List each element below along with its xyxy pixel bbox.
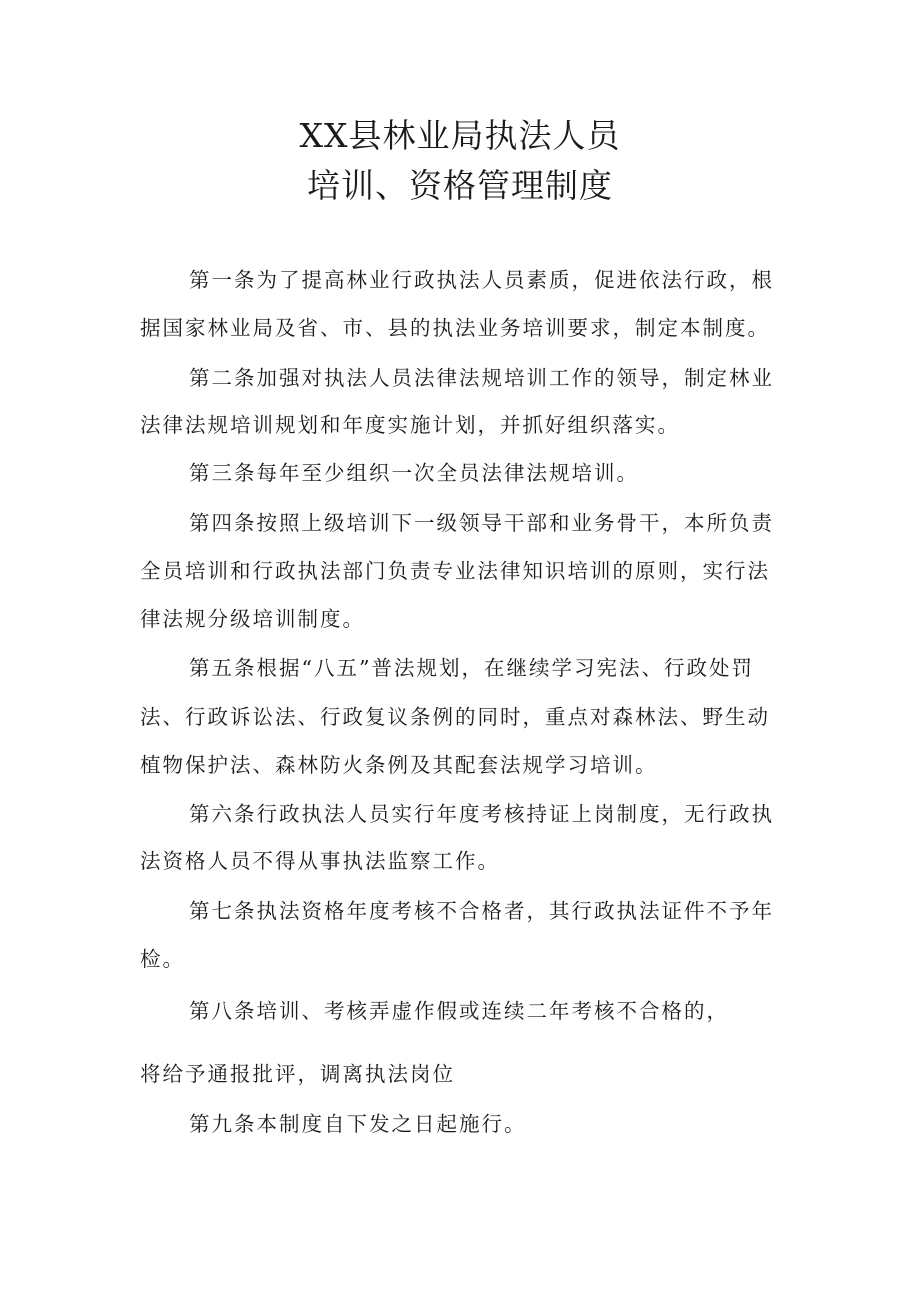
- article-2-line-1: 第二条加强对执法人员法律法规培训工作的领导，制定林业: [189, 366, 774, 390]
- article-5-line-3: 植物保护法、森林防火条例及其配套法规学习培训。: [140, 753, 658, 777]
- document-title-line-1: XX县林业局执法人员: [299, 116, 621, 155]
- article-5-line-2: 法、行政诉讼法、行政复议条例的同时，重点对森林法、野生动: [140, 705, 770, 729]
- document-title-line-2: 培训、资格管理制度: [307, 166, 613, 205]
- article-1-line-2: 据国家林业局及省、市、县的执法业务培训要求，制定本制度。: [140, 316, 770, 340]
- article-4-line-3: 律法规分级培训制度。: [140, 607, 365, 631]
- article-7-line-2: 检。: [140, 947, 185, 971]
- article-4-line-2: 全员培训和行政执法部门负责专业法律知识培训的原则，实行法: [140, 559, 770, 583]
- article-7-line-1: 第七条执法资格年度考核不合格者，其行政执法证件不予年: [189, 899, 774, 923]
- article-5-line-1: 第五条根据“八五”普法规划，在继续学习宪法、行政处罚: [189, 656, 754, 680]
- article-8-line-2: 将给予通报批评，调离执法岗位: [140, 1062, 455, 1086]
- article-1-line-1: 第一条为了提高林业行政执法人员素质，促进依法行政，根: [189, 268, 774, 292]
- article-6-line-2: 法资格人员不得从事执法监察工作。: [140, 849, 500, 873]
- article-6-line-1: 第六条行政执法人员实行年度考核持证上岗制度，无行政执: [189, 802, 774, 826]
- article-2-line-2: 法律法规培训规划和年度实施计划，并抓好组织落实。: [140, 413, 680, 437]
- article-8-line-1: 第八条培训、考核弄虚作假或连续二年考核不合格的，: [189, 999, 729, 1023]
- article-3-line-1: 第三条每年至少组织一次全员法律法规培训。: [189, 461, 639, 485]
- article-4-line-1: 第四条按照上级培训下一级领导干部和业务骨干，本所负责: [189, 511, 774, 535]
- article-9-line-1: 第九条本制度自下发之日起施行。: [189, 1112, 527, 1136]
